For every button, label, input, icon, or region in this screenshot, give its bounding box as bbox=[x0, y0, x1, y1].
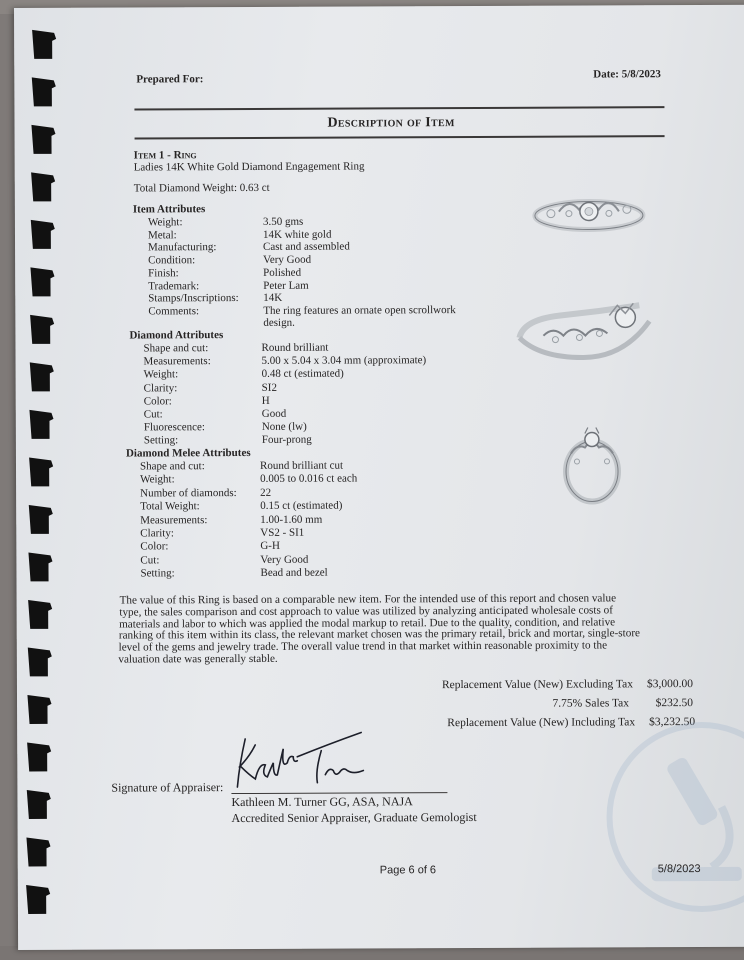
binding-coil-loop bbox=[27, 695, 51, 724]
attribute-label: Weight: bbox=[143, 368, 179, 381]
paragraph-line: ranking of this item within its class, the relevant market chosen was the primary retail, brick and mortar, single-store bbox=[118, 627, 641, 642]
attribute-label: Shape and cut: bbox=[139, 460, 205, 473]
binding-coil-loop bbox=[31, 172, 55, 201]
value-amount: $232.50 bbox=[655, 697, 694, 710]
attribute-label: Measurements: bbox=[143, 355, 211, 368]
paragraph-line: The value of this Ring is based on a comparable new item. For the intended use of this report and chosen value bbox=[119, 592, 617, 607]
item-attributes-heading: Item Attributes bbox=[132, 203, 206, 216]
attribute-value: 14K white gold bbox=[262, 228, 332, 241]
microscope-watermark-icon bbox=[591, 717, 744, 918]
ring-photo-front-view bbox=[557, 419, 627, 509]
total-diamond-weight: Total Diamond Weight: 0.63 ct bbox=[133, 181, 270, 195]
binding-coil-loop bbox=[29, 457, 53, 486]
value-label: Replacement Value (New) Excluding Tax bbox=[441, 678, 633, 692]
attribute-label: Fluorescence: bbox=[143, 421, 205, 434]
binding-coil-loop bbox=[32, 30, 56, 59]
binding-coil-loop bbox=[32, 77, 56, 106]
attribute-value: VS2 - SI1 bbox=[260, 526, 305, 539]
attribute-value-continued: design. bbox=[263, 316, 295, 329]
attribute-label: Comments: bbox=[148, 305, 200, 318]
binding-coil-loop bbox=[29, 505, 53, 534]
diamond-attributes-heading: Diamond Attributes bbox=[129, 329, 224, 342]
attribute-value: SI2 bbox=[261, 381, 277, 394]
attribute-value: Bead and bezel bbox=[260, 566, 328, 580]
attribute-value: 0.48 ct (estimated) bbox=[261, 367, 344, 381]
appraiser-title: Accredited Senior Appraiser, Graduate Gemologist bbox=[231, 809, 477, 826]
attribute-label: Color: bbox=[140, 540, 169, 553]
document-page bbox=[14, 5, 744, 950]
attribute-label: Measurements: bbox=[140, 513, 208, 527]
attribute-label: Setting: bbox=[143, 434, 179, 447]
page-number: Page 6 of 6 bbox=[379, 864, 437, 877]
item-subtitle: Ladies 14K White Gold Diamond Engagement Ring bbox=[133, 160, 365, 174]
item-title: Item 1 - Ring bbox=[133, 149, 197, 162]
paragraph-line: level of the gems and jewelry trade. The overall value trend in that market within reasonable proximity to the bbox=[118, 639, 608, 654]
attribute-label: Trademark: bbox=[148, 279, 200, 292]
attribute-value: Peter Lam bbox=[263, 279, 309, 292]
attribute-value: Very Good bbox=[260, 553, 309, 566]
attribute-value: Round brilliant cut bbox=[259, 459, 344, 472]
binding-coil-loop bbox=[26, 837, 50, 866]
attribute-value: Very Good bbox=[263, 253, 312, 267]
binding-coil-loop bbox=[31, 220, 55, 249]
attribute-value: Good bbox=[261, 407, 287, 420]
attribute-value: Round brilliant bbox=[261, 341, 329, 354]
ring-photo-top-view bbox=[529, 189, 649, 240]
ring-photo-side-view bbox=[513, 295, 653, 366]
binding-coil-loop bbox=[30, 267, 54, 296]
attribute-label: Metal: bbox=[147, 228, 177, 242]
divider-top bbox=[134, 106, 664, 110]
binding-coil-loop bbox=[28, 600, 52, 629]
report-date: Date: 5/8/2023 bbox=[593, 68, 661, 81]
attribute-label: Shape and cut: bbox=[143, 342, 209, 355]
attribute-value: Four-prong bbox=[261, 434, 312, 447]
attribute-label: Cut: bbox=[140, 554, 160, 567]
binding-coil-loop bbox=[27, 742, 51, 771]
attribute-label: Color: bbox=[143, 395, 172, 408]
attribute-value: Cast and assembled bbox=[263, 240, 350, 254]
attribute-label: Clarity: bbox=[143, 381, 178, 395]
value-label: 7.75% Sales Tax bbox=[552, 697, 630, 710]
paragraph-line: materials and labor to which was applied the modal markup to retail. Due to the quality, condition, and relative bbox=[119, 615, 616, 631]
binding-coil-loop bbox=[27, 790, 51, 819]
binding-coil-loop bbox=[30, 315, 54, 344]
attribute-label: Cut: bbox=[143, 408, 163, 421]
attribute-value: 22 bbox=[260, 486, 272, 499]
attribute-value: 0.005 to 0.016 ct each bbox=[260, 472, 358, 486]
appraiser-name: Kathleen M. Turner GG, ASA, NAJA bbox=[231, 794, 413, 810]
attribute-label: Setting: bbox=[140, 567, 175, 580]
binding-coil-loop bbox=[30, 362, 54, 391]
paragraph-line: type, the sales comparison and cost approach to value was utilized by analyzing anticipated wholesale costs of bbox=[119, 604, 614, 619]
value-label: Replacement Value (New) Including Tax bbox=[447, 716, 636, 730]
value-amount: $3,000.00 bbox=[646, 678, 693, 691]
paragraph-line: valuation date was generally stable. bbox=[118, 652, 278, 666]
attribute-value: H bbox=[261, 394, 270, 407]
attribute-label: Finish: bbox=[148, 267, 179, 280]
attribute-label: Condition: bbox=[148, 254, 196, 267]
attribute-label: Weight: bbox=[140, 473, 175, 486]
footer-date: 5/8/2023 bbox=[657, 863, 701, 876]
attribute-value: The ring features an ornate open scrollwork bbox=[263, 303, 456, 317]
binding-coil-loop bbox=[31, 125, 55, 154]
binding-coil-loop bbox=[28, 552, 52, 581]
attribute-value: 5.00 x 5.04 x 3.04 mm (approximate) bbox=[261, 354, 427, 368]
attribute-label: Stamps/Inscriptions: bbox=[148, 292, 239, 305]
value-amount: $3,232.50 bbox=[649, 716, 696, 729]
section-title: Description of Item bbox=[327, 115, 455, 131]
attribute-label: Number of diamonds: bbox=[140, 486, 237, 500]
signature-label: Signature of Appraiser: bbox=[111, 780, 224, 795]
attribute-label: Weight: bbox=[147, 216, 183, 229]
handwritten-signature bbox=[231, 730, 381, 791]
binding-coil-loop bbox=[26, 885, 50, 914]
attribute-label: Total Weight: bbox=[140, 500, 200, 513]
attribute-label: Clarity: bbox=[140, 527, 174, 540]
binding-coil-loop bbox=[29, 410, 53, 439]
melee-attributes-heading: Diamond Melee Attributes bbox=[125, 446, 251, 460]
attribute-value: G-H bbox=[260, 540, 280, 553]
attribute-value: Polished bbox=[263, 266, 302, 279]
divider-bottom bbox=[135, 135, 665, 139]
attribute-value: 0.15 ct (estimated) bbox=[260, 499, 343, 513]
attribute-label: Manufacturing: bbox=[148, 241, 217, 254]
binding-coil-loop bbox=[28, 647, 52, 676]
spiral-binding bbox=[14, 8, 78, 950]
attribute-value: 14K bbox=[263, 292, 283, 305]
attribute-value: 1.00-1.60 mm bbox=[260, 513, 323, 526]
prepared-for-label: Prepared For: bbox=[136, 73, 204, 86]
attribute-value: None (lw) bbox=[261, 420, 307, 434]
attribute-value: 3.50 gms bbox=[262, 215, 304, 228]
